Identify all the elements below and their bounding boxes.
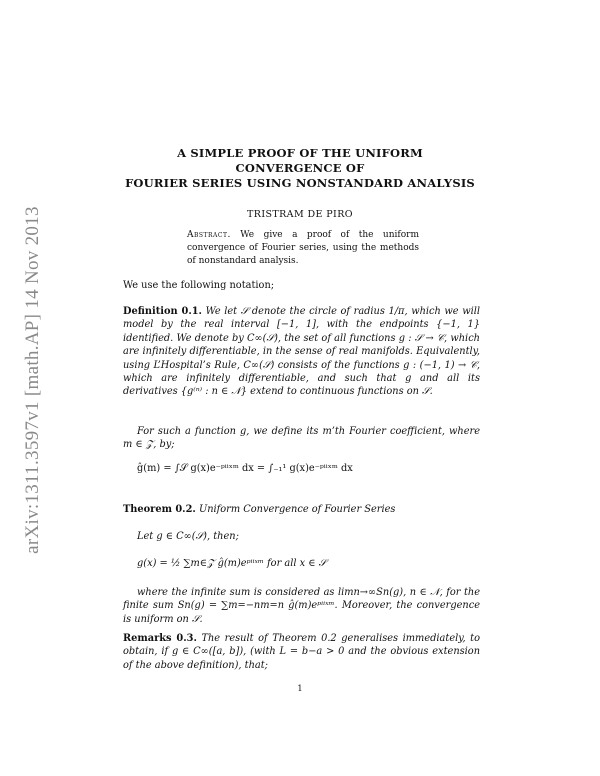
page-number: 1 <box>297 684 303 694</box>
theorem-equation: g(x) = ½ ∑m∈𝒵 ĝ(m)eᵖⁱⁱˣᵐ for all x ∈ 𝒮 <box>137 558 327 569</box>
theorem-heading <box>123 503 480 516</box>
arxiv-sidebar <box>18 170 48 590</box>
arxiv-identifier: arXiv:1311.3597v1 [math.AP] 14 Nov 2013 <box>22 206 43 554</box>
paper-title <box>100 146 500 191</box>
intro-paragraph: We use the following notation; <box>123 280 275 291</box>
title-line-3: FOURIER SERIES USING NONSTANDARD ANALYSIS <box>125 176 475 190</box>
abstract <box>187 229 419 268</box>
coefficient-equation: ĝ(m) = ∫𝒮 g(x)e⁻ᵖⁱⁱˣᵐ dx = ∫₋₁¹ g(x)e⁻ᵖⁱⁱˣᵐ dx <box>137 463 353 474</box>
theorem-let: Let g ∈ C∞(𝒮), then; <box>137 531 239 542</box>
abstract-label: Abstract. <box>187 230 231 240</box>
theorem-title: Uniform Convergence of Fourier Series <box>198 504 396 515</box>
remarks-block <box>123 632 480 672</box>
abstract-text: We give a proof of the uniform convergence of Fourier series, using the methods of nonstandard analysis. <box>187 230 419 266</box>
remarks-text: The result of Theorem 0.2 generalises immediately, to obtain, if g ∈ C∞([a, b]), (with L = b−a > 0 and the obvious extension of the above definition), that; <box>123 633 480 671</box>
author-name: TRISTRAM DE PIRO <box>247 209 353 220</box>
definition-text: We let 𝒮 denote the circle of radius 1/π, which we will model by the real interval [−1, 1], with the endpoints {−1, 1} identified. We denote by C∞(𝒮), the set of all functions g : 𝒮 → 𝒞, which are infinitely differentiable, in the sense of real manifolds. Equivalently, using L’Hospital’s Rule, C∞(𝒮) consists of the functions g : (−1, 1) → 𝒞, which are infinitely differentiable, and such that g and all its derivatives {g⁽ⁿ⁾ : n ∈ 𝒩} extend to continuous functions on 𝒮. <box>123 306 480 398</box>
theorem-label: Theorem 0.2. <box>123 504 196 515</box>
coefficient-paragraph: For such a function g, we define its m’th Fourier coefficient, where m ∈ 𝒵, by; <box>123 426 480 451</box>
definition-block <box>123 305 480 399</box>
remarks-label: Remarks 0.3. <box>123 633 197 644</box>
definition-label: Definition 0.1. <box>123 306 202 317</box>
theorem-where-paragraph: where the infinite sum is considered as limn→∞Sn(g), n ∈ 𝒩, for the finite sum Sn(g) = ∑m=−nm=n ĝ(m)eᵖⁱⁱˣᵐ. Moreover, the convergence is uniform on 𝒮. <box>123 587 480 625</box>
title-line-2: CONVERGENCE OF <box>235 161 365 175</box>
title-line-1: A SIMPLE PROOF OF THE UNIFORM <box>177 146 423 160</box>
